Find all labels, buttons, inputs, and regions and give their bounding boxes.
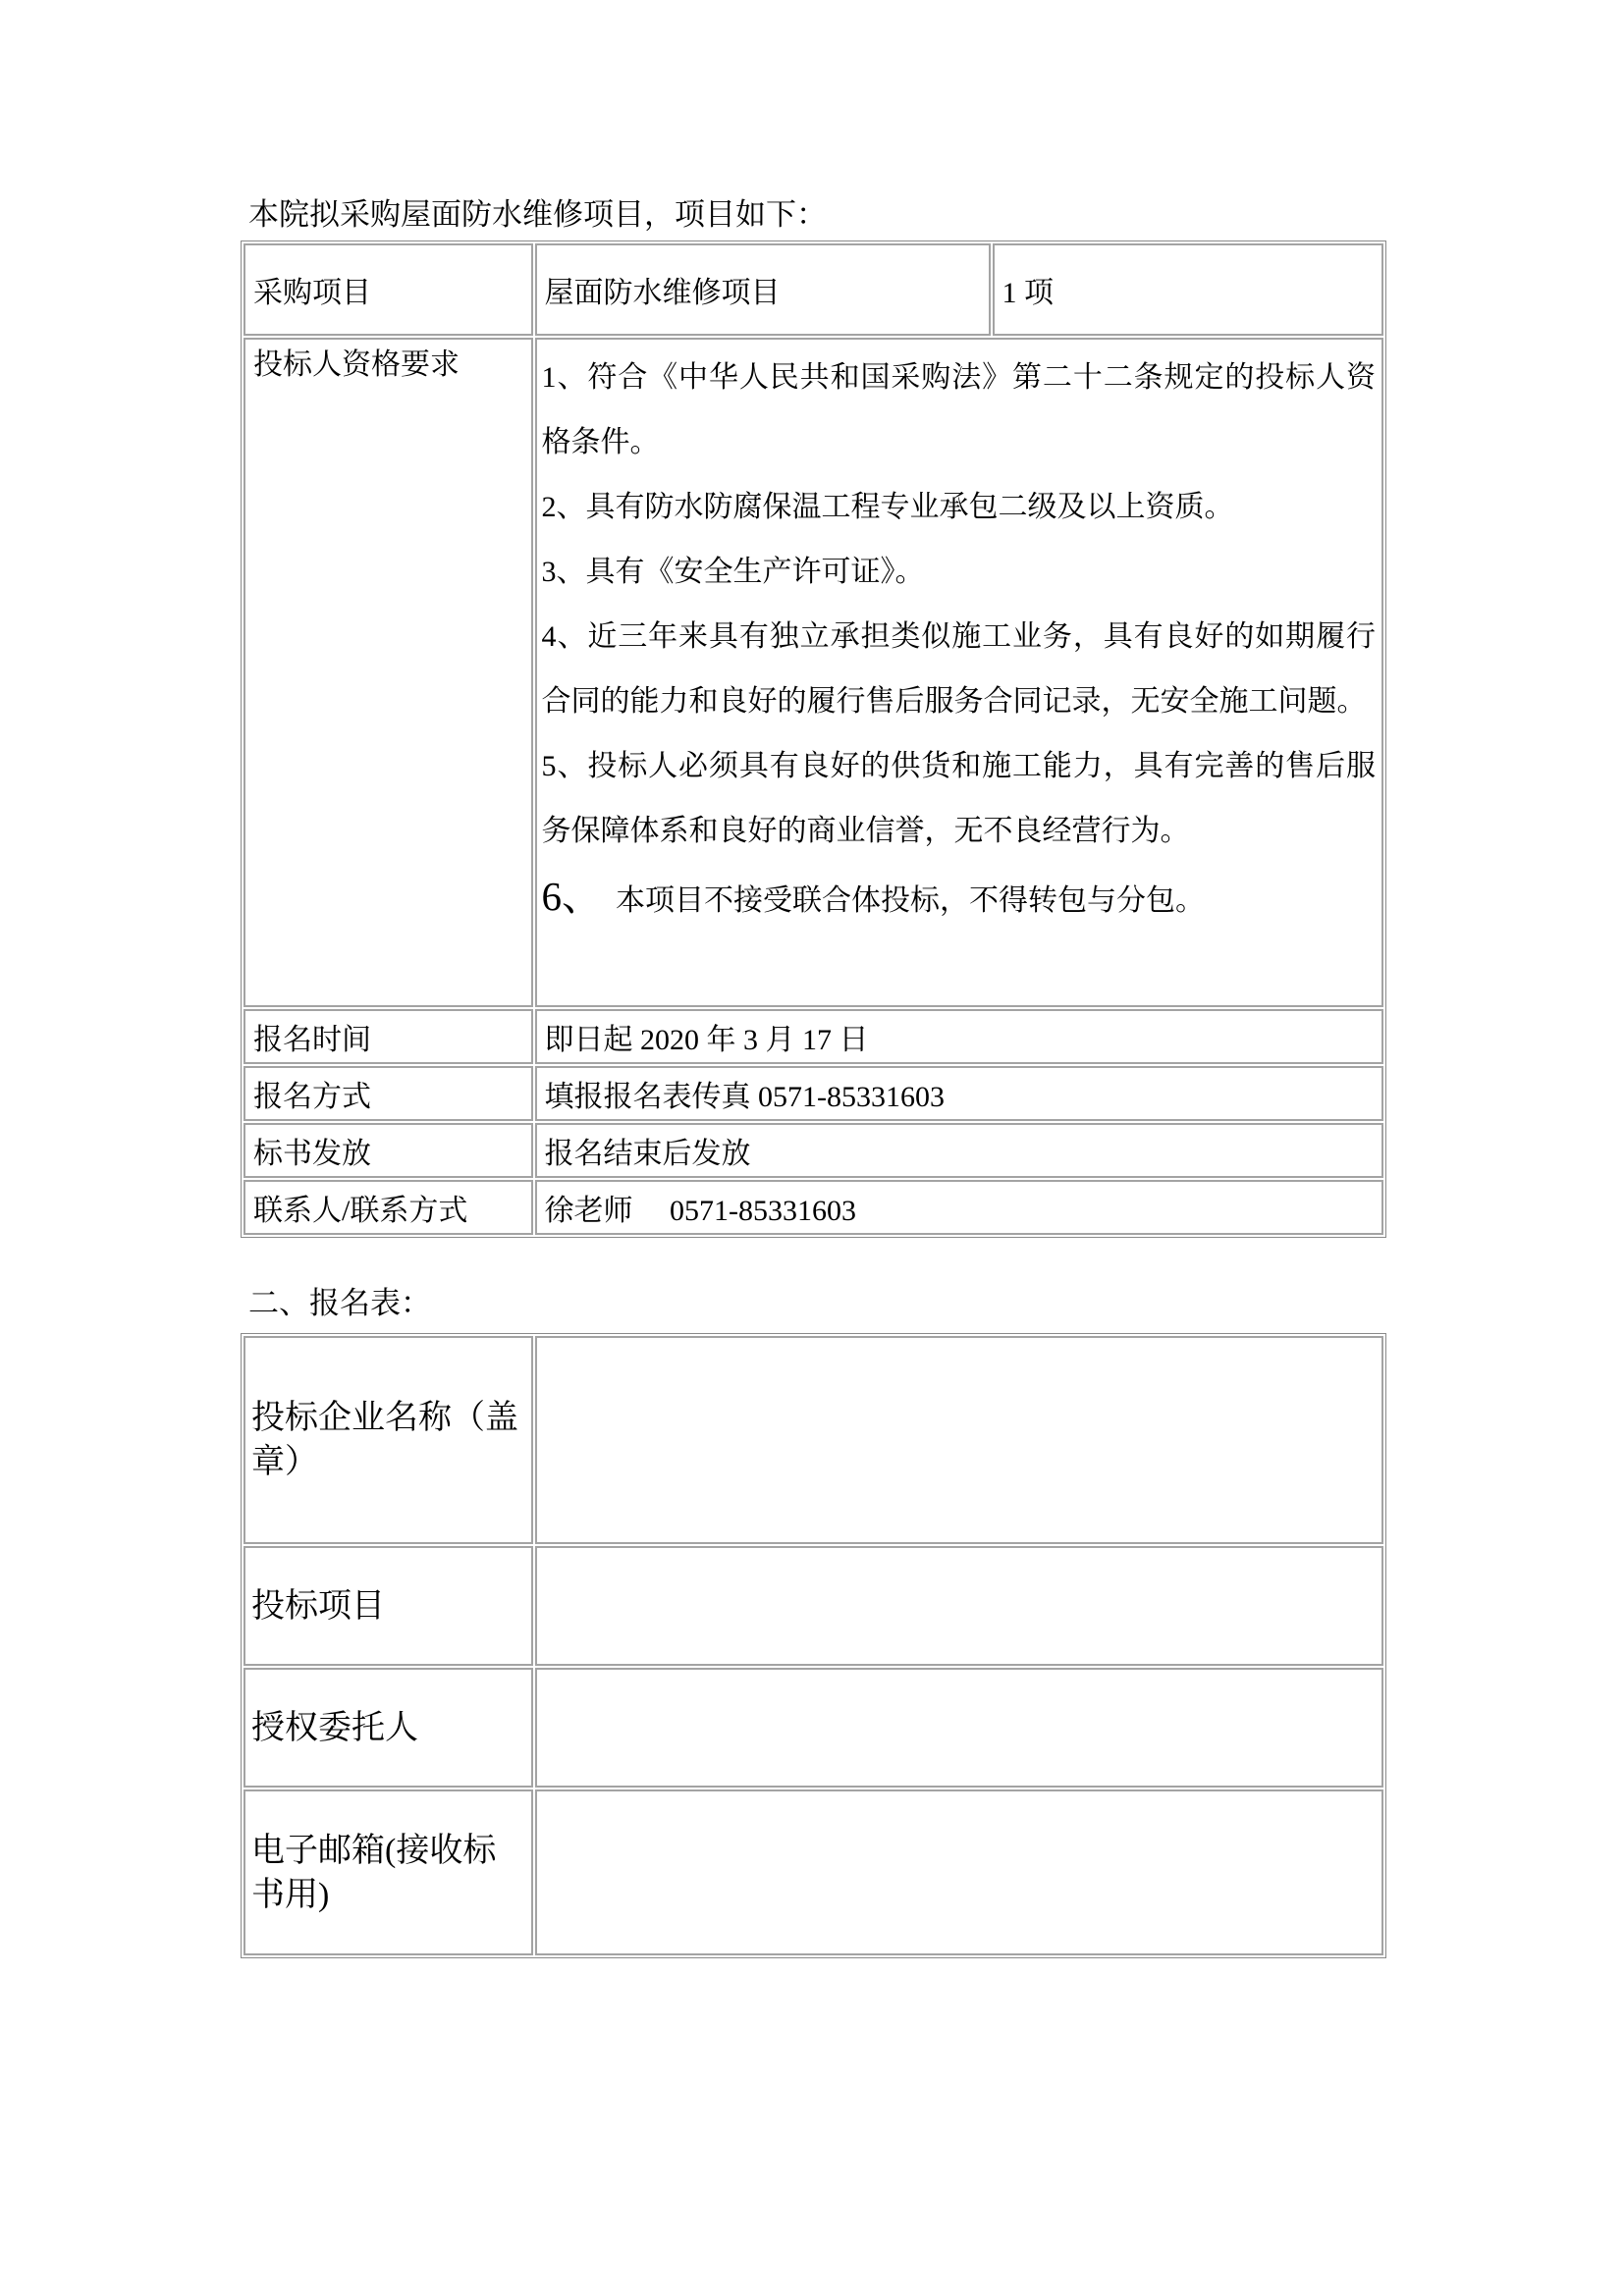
- signup-label-cell: 授权委托人: [244, 1668, 533, 1788]
- qualification-item-1: [542, 346, 1376, 475]
- item-text: 投标人必须具有良好的供货和施工能力，具有完善的售后服务保障体系和良好的商业信誉，无不良经营行为。: [541, 750, 1376, 847]
- info-label-cell: 报名时间: [244, 1009, 533, 1064]
- qualification-label-cell: 投标人资格要求: [244, 338, 533, 1007]
- company-name-row: [244, 1336, 1383, 1544]
- qualification-row: [244, 338, 1383, 1007]
- qualification-item-2: [542, 475, 1376, 540]
- item-number: 3、: [541, 556, 586, 588]
- item-text: 符合《中华人民共和国采购法》第二十二条规定的投标人资格条件。: [541, 361, 1376, 458]
- email-row: [244, 1789, 1383, 1955]
- purchase-quantity-cell: 1 项: [993, 243, 1383, 336]
- item-text: 具有防水防腐保温工程专业承包二级及以上资质。: [585, 491, 1234, 523]
- purchase-value-cell: 屋面防水维修项目: [535, 243, 991, 336]
- signup-value-cell-empty: [535, 1546, 1383, 1666]
- qualification-item-5: [542, 734, 1376, 864]
- procurement-table: [241, 240, 1386, 1238]
- info-value-cell: 即日起 2020 年 3 月 17 日: [535, 1009, 1383, 1064]
- signup-label-cell: 投标企业名称（盖章）: [244, 1336, 533, 1544]
- signup-value-cell-empty: [535, 1789, 1383, 1955]
- signup-value-cell-empty: [535, 1668, 1383, 1788]
- intro-text: 本院拟采购屋面防水维修项目，项目如下：: [248, 197, 827, 232]
- item-number: 4、: [541, 620, 588, 653]
- item-text: 近三年来具有独立承担类似施工业务，具有良好的如期履行合同的能力和良好的履行售后服务合同记录，无安全施工问题。: [541, 620, 1376, 718]
- info-value-cell: 徐老师 0571-85331603: [535, 1180, 1383, 1235]
- document-content: [241, 194, 1386, 1958]
- registration-method-row: [244, 1066, 1383, 1121]
- signup-value-cell-empty: [535, 1336, 1383, 1544]
- signup-label-cell: 电子邮箱(接收标书用): [244, 1789, 533, 1955]
- contact-row: [244, 1180, 1383, 1235]
- item-number: 5、: [541, 750, 588, 782]
- item-number: 1、: [541, 361, 588, 394]
- item-number: 2、: [541, 491, 586, 523]
- info-label-cell: 报名方式: [244, 1066, 533, 1121]
- qualification-item-3: [542, 540, 1376, 605]
- bid-project-row: [244, 1546, 1383, 1666]
- item-text: 本项目不接受联合体投标，不得转包与分包。: [616, 884, 1206, 917]
- item-text: 具有《安全生产许可证》。: [585, 556, 925, 588]
- qualification-item-4: [542, 605, 1376, 734]
- info-label-cell: 标书发放: [244, 1123, 533, 1178]
- authorized-agent-row: [244, 1668, 1383, 1788]
- bid-document-issue-row: [244, 1123, 1383, 1178]
- registration-time-row: [244, 1009, 1383, 1064]
- signup-table: [241, 1333, 1386, 1958]
- signup-label-cell: 投标项目: [244, 1546, 533, 1666]
- purchase-label-cell: 采购项目: [244, 243, 533, 336]
- item-number: 6、: [541, 874, 603, 919]
- info-label-cell: 联系人/联系方式: [244, 1180, 533, 1235]
- info-value-cell: 填报报名表传真 0571-85331603: [535, 1066, 1383, 1121]
- info-value-cell: 报名结束后发放: [535, 1123, 1383, 1178]
- qualification-content-cell: [535, 338, 1383, 1007]
- qualification-item-6: [542, 864, 1376, 934]
- purchase-row: [244, 243, 1383, 336]
- section-heading: 二、报名表：: [248, 1286, 431, 1320]
